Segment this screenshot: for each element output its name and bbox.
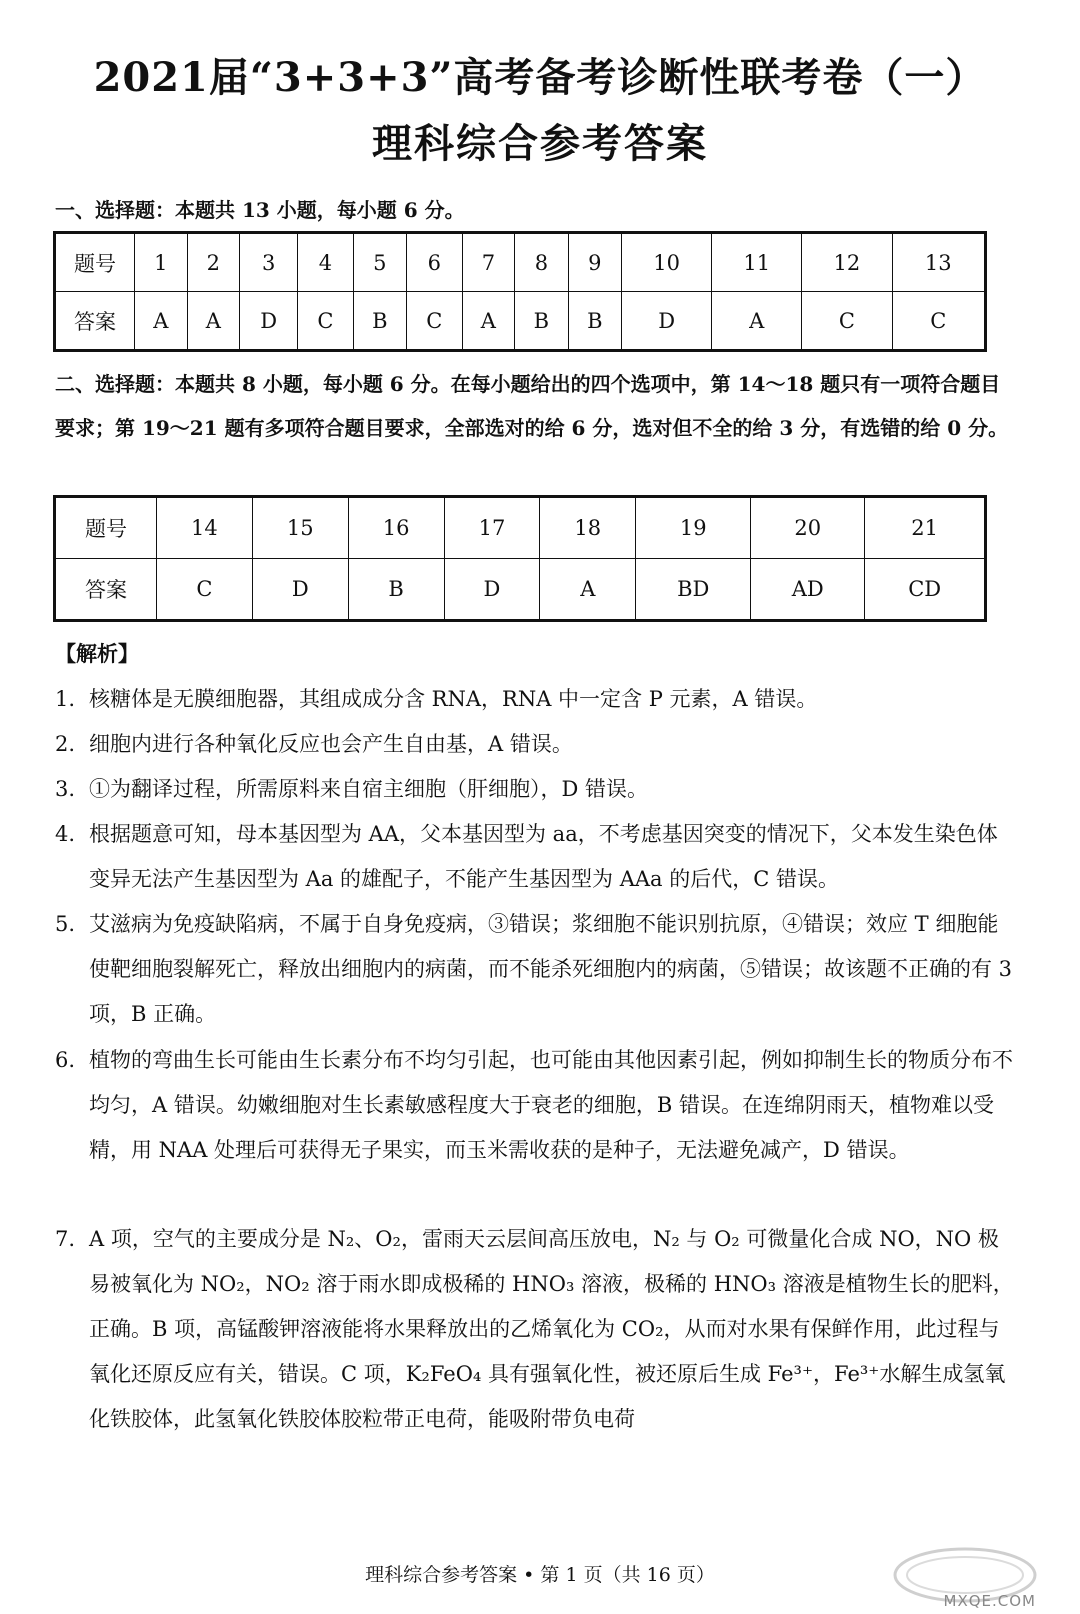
- table-cell: A: [187, 292, 240, 351]
- analysis-item-4: [55, 812, 1015, 902]
- table-cell: BD: [636, 559, 751, 621]
- page-subtitle: 理科综合参考答案: [372, 120, 708, 167]
- table-row-numbers: [55, 233, 986, 292]
- table-cell: 7: [462, 233, 515, 292]
- table-cell: 1: [135, 233, 188, 292]
- table-cell: A: [540, 559, 636, 621]
- watermark-text: MXQE.COM: [943, 1592, 1036, 1610]
- section1-heading: 一、选择题：本题共 13 小题，每小题 6 分。: [55, 198, 465, 222]
- table-cell: D: [240, 292, 298, 351]
- analysis-item-2: [55, 722, 1015, 767]
- analysis-heading: 【解析】: [55, 641, 139, 666]
- table-cell: A: [462, 292, 515, 351]
- table-cell: C: [892, 292, 986, 351]
- table-cell: CD: [865, 559, 986, 621]
- item-number: 5.: [55, 912, 76, 936]
- table-cell: 20: [751, 497, 865, 559]
- table-row-numbers: [55, 497, 986, 559]
- item-text: 细胞内进行各种氧化反应也会产生自由基，A 错误。: [89, 732, 573, 756]
- table-cell: D: [444, 559, 540, 621]
- row-label-answer: 答案: [55, 292, 135, 351]
- section2-heading: 二、选择题：本题共 8 小题，每小题 6 分。在每小题给出的四个选项中，第 14～18 题只有一项符合题目要求；第 19～21 题有多项符合题目要求，全部选对的给 6 分，选对但不全的给 3 分，有选错的给 0 分。: [55, 372, 1009, 440]
- table-cell: B: [353, 292, 406, 351]
- table-row-answers: [55, 292, 986, 351]
- table-cell: 12: [802, 233, 892, 292]
- table-cell: 19: [636, 497, 751, 559]
- table-cell: C: [157, 559, 253, 621]
- table-cell: D: [622, 292, 712, 351]
- table-cell: 3: [240, 233, 298, 292]
- table-cell: 13: [892, 233, 986, 292]
- item-text: 植物的弯曲生长可能由生长素分布不均匀引起，也可能由其他因素引起，例如抑制生长的物质分布不均匀，A 错误。幼嫩细胞对生长素敏感程度大于衰老的细胞，B 错误。在连绵阴雨天，植物难以受精，用 NAA 处理后可获得无子果实，而玉米需收获的是种子，无法避免减产，D 错误。: [89, 1048, 1013, 1162]
- answer-table-1: [53, 231, 987, 352]
- table-cell: D: [252, 559, 348, 621]
- table-cell: 21: [865, 497, 986, 559]
- table-cell: 9: [568, 233, 621, 292]
- table-cell: B: [515, 292, 568, 351]
- item-number: 7.: [55, 1227, 76, 1251]
- item-text: 核糖体是无膜细胞器，其组成成分含 RNA，RNA 中一定含 P 元素，A 错误。: [89, 687, 818, 711]
- item-text: 根据题意可知，母本基因型为 AA，父本基因型为 aa，不考虑基因突变的情况下，父本发生染色体变异无法产生基因型为 Aa 的雄配子，不能产生基因型为 AAa 的后代，C 错误。: [89, 822, 998, 891]
- table-cell: A: [712, 292, 802, 351]
- item-text: ①为翻译过程，所需原料来自宿主细胞（肝细胞），D 错误。: [89, 777, 649, 801]
- table-cell: 15: [252, 497, 348, 559]
- row-label-number: 题号: [55, 497, 157, 559]
- table-cell: 17: [444, 497, 540, 559]
- analysis-item-5: [55, 902, 1015, 1037]
- table-cell: 16: [348, 497, 444, 559]
- table-cell: C: [802, 292, 892, 351]
- table-cell: 10: [622, 233, 712, 292]
- answer-table-2: [53, 495, 987, 622]
- table-cell: 2: [187, 233, 240, 292]
- table-cell: 8: [515, 233, 568, 292]
- item-text: A 项，空气的主要成分是 N₂、O₂，雷雨天云层间高压放电，N₂ 与 O₂ 可微量化合成 NO，NO 极易被氧化为 NO₂，NO₂ 溶于雨水即成极稀的 HNO₃ 溶液，极稀的 HNO₃ 溶液是植物生长的肥料，正确。B 项，高锰酸钾溶液能将水果释放出的乙烯氧化为 CO₂，从而对水果有保鲜作用，此过程与氧化还原反应有关，错误。C 项，K₂FeO₄ 具有强氧化性，被还原后生成 Fe³⁺，Fe³⁺水解生成氢氧化铁胶体，此氢氧化铁胶体胶粒带正电荷，能吸附带负电荷: [89, 1227, 1014, 1431]
- analysis-item-1: [55, 677, 1015, 722]
- table-cell: C: [407, 292, 463, 351]
- item-number: 3.: [55, 777, 76, 801]
- table-cell: C: [298, 292, 354, 351]
- analysis-item-6: [55, 1038, 1015, 1173]
- table-cell: B: [348, 559, 444, 621]
- item-number: 4.: [55, 822, 76, 846]
- table-cell: A: [135, 292, 188, 351]
- table-cell: 14: [157, 497, 253, 559]
- row-label-number: 题号: [55, 233, 135, 292]
- table-cell: 6: [407, 233, 463, 292]
- item-text: 艾滋病为免疫缺陷病，不属于自身免疫病，③错误；浆细胞不能识别抗原，④错误；效应 T 细胞能使靶细胞裂解死亡，释放出细胞内的病菌，而不能杀死细胞内的病菌，⑤错误；故该题不正确的有 3 项，B 正确。: [89, 912, 1013, 1026]
- page-footer: 理科综合参考答案 • 第 1 页（共 16 页）: [365, 1564, 715, 1586]
- table-row-answers: [55, 559, 986, 621]
- page-title: 2021届“3+3+3”高考备考诊断性联考卷（一）: [93, 54, 987, 101]
- table-cell: 5: [353, 233, 406, 292]
- table-cell: 18: [540, 497, 636, 559]
- analysis-item-7: [55, 1217, 1015, 1442]
- table-cell: B: [568, 292, 621, 351]
- table-cell: 11: [712, 233, 802, 292]
- table-cell: AD: [751, 559, 865, 621]
- item-number: 2.: [55, 732, 76, 756]
- item-number: 1.: [55, 687, 76, 711]
- analysis-item-3: [55, 767, 1015, 812]
- table-cell: 4: [298, 233, 354, 292]
- row-label-answer: 答案: [55, 559, 157, 621]
- item-number: 6.: [55, 1048, 76, 1072]
